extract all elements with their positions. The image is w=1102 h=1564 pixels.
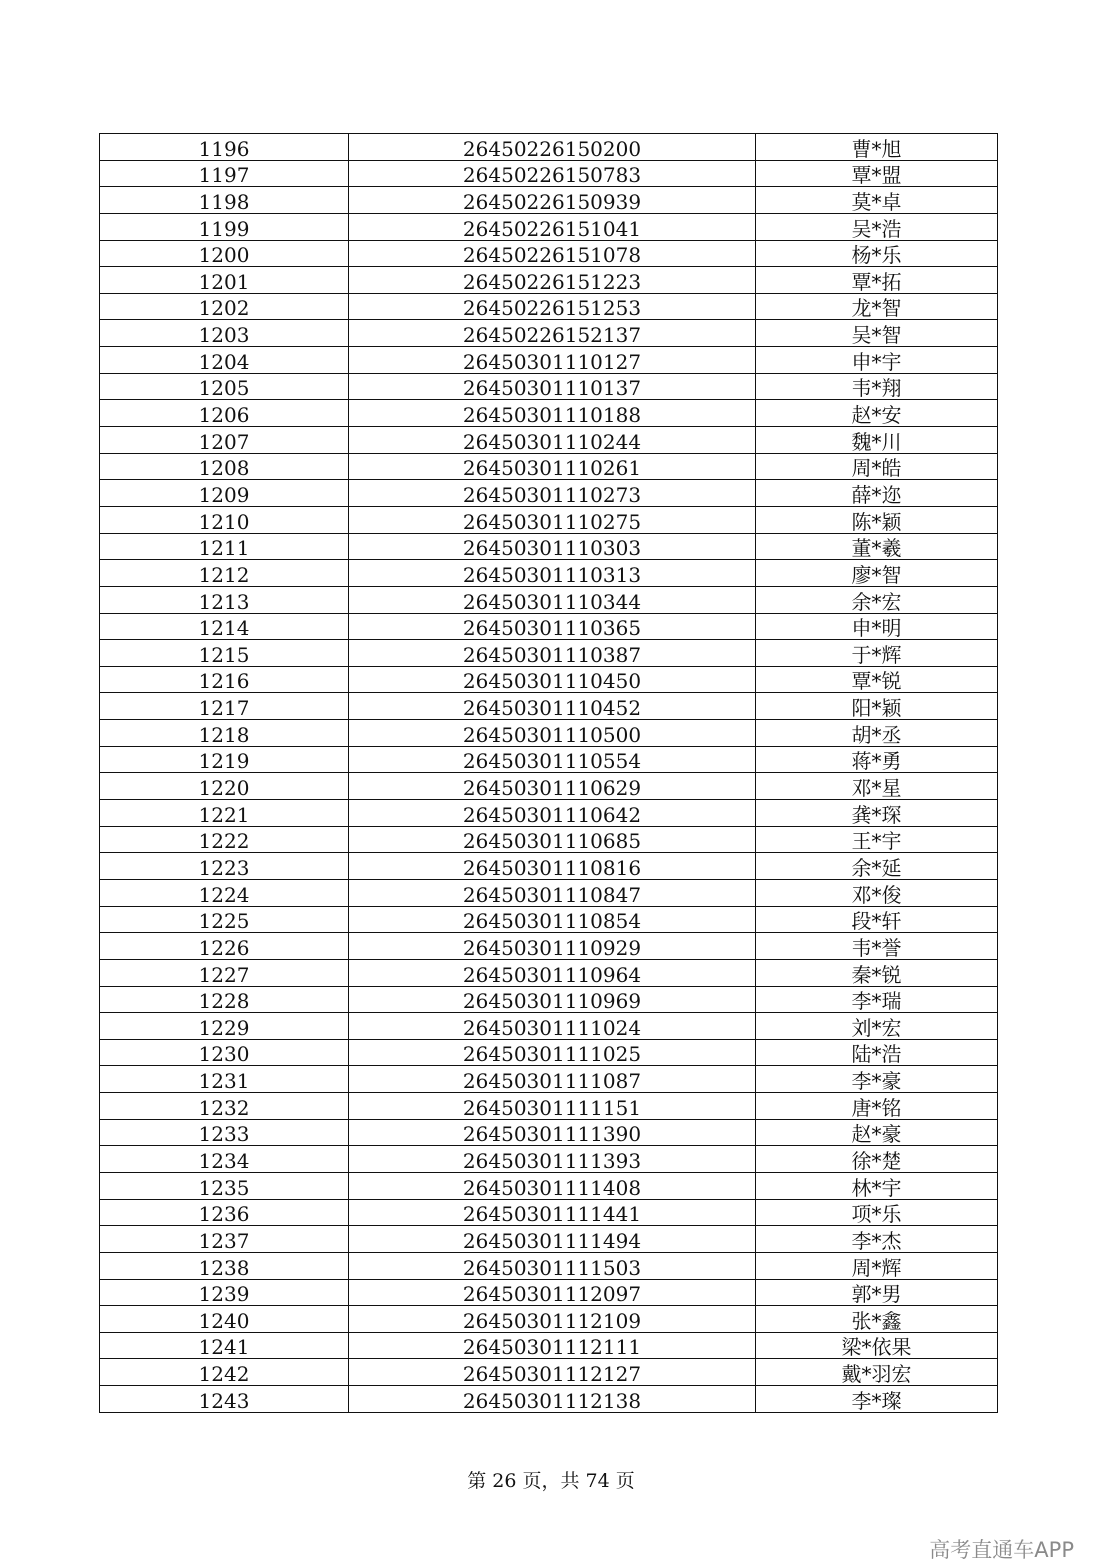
row-number-cell: 1241 [100, 1332, 349, 1359]
candidate-id-cell: 26450301110450 [349, 666, 756, 693]
row-number-cell: 1233 [100, 1119, 349, 1146]
candidate-name-cell: 徐*楚 [756, 1146, 998, 1173]
table-row [100, 1199, 998, 1226]
table-row [100, 453, 998, 480]
table-row [100, 480, 998, 507]
table-row [100, 1226, 998, 1253]
row-number-cell: 1231 [100, 1066, 349, 1093]
candidate-name-cell: 胡*丞 [756, 720, 998, 747]
table-row [100, 1359, 998, 1386]
table-row [100, 933, 998, 960]
candidate-name-cell: 李*豪 [756, 1066, 998, 1093]
row-number-cell: 1217 [100, 693, 349, 720]
row-number-cell: 1203 [100, 320, 349, 347]
app-watermark: 高考直通车APP [929, 1538, 1074, 1562]
table-row [100, 533, 998, 560]
candidate-name-cell: 曹*旭 [756, 134, 998, 161]
table-row [100, 427, 998, 454]
candidate-id-cell: 26450301111025 [349, 1039, 756, 1066]
row-number-cell: 1207 [100, 427, 349, 454]
candidate-id-cell: 26450301111151 [349, 1093, 756, 1120]
row-number-cell: 1220 [100, 773, 349, 800]
candidate-name-cell: 周*辉 [756, 1252, 998, 1279]
candidate-name-cell: 陆*浩 [756, 1039, 998, 1066]
table-row [100, 160, 998, 187]
candidate-id-cell: 26450226150939 [349, 187, 756, 214]
row-number-cell: 1230 [100, 1039, 349, 1066]
candidate-id-cell: 26450301111494 [349, 1226, 756, 1253]
table-row [100, 1279, 998, 1306]
candidate-name-cell: 邓*星 [756, 773, 998, 800]
row-number-cell: 1240 [100, 1306, 349, 1333]
total-page-count: 74 [585, 1470, 610, 1492]
row-number-cell: 1209 [100, 480, 349, 507]
candidate-name-cell: 项*乐 [756, 1199, 998, 1226]
table-row [100, 1306, 998, 1333]
table-row [100, 1119, 998, 1146]
row-number-cell: 1215 [100, 640, 349, 667]
candidate-id-cell: 26450301110816 [349, 853, 756, 880]
table-row [100, 693, 998, 720]
row-number-cell: 1235 [100, 1172, 349, 1199]
row-number-cell: 1211 [100, 533, 349, 560]
candidate-name-cell: 覃*锐 [756, 666, 998, 693]
table-row [100, 1146, 998, 1173]
candidate-name-cell: 梁*依果 [756, 1332, 998, 1359]
candidate-name-cell: 阳*颖 [756, 693, 998, 720]
table-row [100, 1093, 998, 1120]
current-page-number: 26 [492, 1470, 517, 1492]
candidate-name-cell: 赵*安 [756, 400, 998, 427]
candidate-name-cell: 秦*锐 [756, 959, 998, 986]
candidate-name-cell: 陈*颖 [756, 506, 998, 533]
admission-list-table [99, 133, 997, 1413]
candidate-name-cell: 莫*卓 [756, 187, 998, 214]
table-row [100, 906, 998, 933]
table-row [100, 373, 998, 400]
candidate-id-cell: 26450301110964 [349, 959, 756, 986]
row-number-cell: 1234 [100, 1146, 349, 1173]
table-row [100, 134, 998, 161]
candidate-id-cell: 26450226151041 [349, 213, 756, 240]
candidate-name-cell: 薛*迩 [756, 480, 998, 507]
candidate-id-cell: 26450301110452 [349, 693, 756, 720]
table-row [100, 1172, 998, 1199]
candidate-id-cell: 26450301110854 [349, 906, 756, 933]
row-number-cell: 1196 [100, 134, 349, 161]
candidate-name-cell: 韦*誉 [756, 933, 998, 960]
candidate-id-cell: 26450301111441 [349, 1199, 756, 1226]
candidate-id-cell: 26450301111087 [349, 1066, 756, 1093]
candidate-name-cell: 王*宇 [756, 826, 998, 853]
candidate-id-cell: 26450301112109 [349, 1306, 756, 1333]
footer-suffix: 页 [609, 1470, 635, 1492]
candidate-name-cell: 余*宏 [756, 586, 998, 613]
candidate-id-cell: 26450301111390 [349, 1119, 756, 1146]
row-number-cell: 1202 [100, 293, 349, 320]
table-row [100, 959, 998, 986]
table-row [100, 640, 998, 667]
row-number-cell: 1216 [100, 666, 349, 693]
row-number-cell: 1218 [100, 720, 349, 747]
candidate-name-cell: 申*宇 [756, 347, 998, 374]
candidate-name-cell: 于*辉 [756, 640, 998, 667]
row-number-cell: 1224 [100, 879, 349, 906]
candidate-id-cell: 26450226150783 [349, 160, 756, 187]
candidate-id-cell: 26450301110137 [349, 373, 756, 400]
row-number-cell: 1197 [100, 160, 349, 187]
row-number-cell: 1210 [100, 506, 349, 533]
candidate-id-cell: 26450301112127 [349, 1359, 756, 1386]
table-row [100, 506, 998, 533]
candidate-id-cell: 26450226152137 [349, 320, 756, 347]
table-body [100, 134, 998, 1413]
table-row [100, 1386, 998, 1413]
table-row [100, 1252, 998, 1279]
row-number-cell: 1242 [100, 1359, 349, 1386]
row-number-cell: 1228 [100, 986, 349, 1013]
candidate-name-cell: 龚*琛 [756, 800, 998, 827]
row-number-cell: 1214 [100, 613, 349, 640]
table-row [100, 1013, 998, 1040]
table-row [100, 666, 998, 693]
table-row [100, 187, 998, 214]
row-number-cell: 1226 [100, 933, 349, 960]
candidate-id-cell: 26450301111024 [349, 1013, 756, 1040]
candidate-id-cell: 26450301112097 [349, 1279, 756, 1306]
row-number-cell: 1221 [100, 800, 349, 827]
candidate-name-cell: 唐*铭 [756, 1093, 998, 1120]
row-number-cell: 1213 [100, 586, 349, 613]
candidate-id-cell: 26450301110969 [349, 986, 756, 1013]
table-row [100, 800, 998, 827]
candidate-name-cell: 邓*俊 [756, 879, 998, 906]
table-row [100, 586, 998, 613]
row-number-cell: 1204 [100, 347, 349, 374]
row-number-cell: 1206 [100, 400, 349, 427]
candidate-id-cell: 26450301110500 [349, 720, 756, 747]
row-number-cell: 1227 [100, 959, 349, 986]
candidate-id-cell: 26450301110313 [349, 560, 756, 587]
candidate-id-cell: 26450301110275 [349, 506, 756, 533]
candidate-id-cell: 26450301110847 [349, 879, 756, 906]
table-row [100, 213, 998, 240]
table-row [100, 1039, 998, 1066]
table-row [100, 1066, 998, 1093]
candidate-id-cell: 26450301110344 [349, 586, 756, 613]
candidate-name-cell: 李*瑞 [756, 986, 998, 1013]
candidate-name-cell: 张*鑫 [756, 1306, 998, 1333]
candidate-id-cell: 26450301110685 [349, 826, 756, 853]
table-row [100, 879, 998, 906]
row-number-cell: 1223 [100, 853, 349, 880]
table-row [100, 773, 998, 800]
candidate-name-cell: 魏*川 [756, 427, 998, 454]
table-row [100, 1332, 998, 1359]
candidate-name-cell: 郭*男 [756, 1279, 998, 1306]
candidate-id-cell: 26450226151253 [349, 293, 756, 320]
candidate-name-cell: 申*明 [756, 613, 998, 640]
row-number-cell: 1219 [100, 746, 349, 773]
candidate-id-cell: 26450301110303 [349, 533, 756, 560]
table-row [100, 293, 998, 320]
candidate-id-cell: 26450301110642 [349, 800, 756, 827]
row-number-cell: 1208 [100, 453, 349, 480]
candidate-id-cell: 26450301110188 [349, 400, 756, 427]
candidate-id-cell: 26450301110365 [349, 613, 756, 640]
candidate-name-cell: 廖*智 [756, 560, 998, 587]
table-row [100, 240, 998, 267]
row-number-cell: 1238 [100, 1252, 349, 1279]
candidate-name-cell: 李*杰 [756, 1226, 998, 1253]
table-row [100, 560, 998, 587]
candidate-id-cell: 26450301112138 [349, 1386, 756, 1413]
row-number-cell: 1239 [100, 1279, 349, 1306]
candidate-name-cell: 段*轩 [756, 906, 998, 933]
table-row [100, 746, 998, 773]
table-row [100, 853, 998, 880]
table-row [100, 720, 998, 747]
table-row [100, 320, 998, 347]
candidate-name-cell: 董*羲 [756, 533, 998, 560]
table-row [100, 613, 998, 640]
candidate-name-cell: 林*宇 [756, 1172, 998, 1199]
table-row [100, 347, 998, 374]
row-number-cell: 1222 [100, 826, 349, 853]
candidate-id-cell: 26450301110244 [349, 427, 756, 454]
candidate-id-cell: 26450301110261 [349, 453, 756, 480]
candidate-id-cell: 26450301110929 [349, 933, 756, 960]
candidate-name-cell: 韦*翔 [756, 373, 998, 400]
row-number-cell: 1199 [100, 213, 349, 240]
candidate-id-cell: 26450301110127 [349, 347, 756, 374]
candidate-id-cell: 26450301111503 [349, 1252, 756, 1279]
candidate-id-cell: 26450301110387 [349, 640, 756, 667]
row-number-cell: 1229 [100, 1013, 349, 1040]
row-number-cell: 1212 [100, 560, 349, 587]
candidate-id-cell: 26450301111408 [349, 1172, 756, 1199]
candidate-name-cell: 余*延 [756, 853, 998, 880]
candidate-name-cell: 周*皓 [756, 453, 998, 480]
candidate-name-cell: 蒋*勇 [756, 746, 998, 773]
data-table [99, 133, 998, 1413]
candidate-id-cell: 26450301112111 [349, 1332, 756, 1359]
candidate-id-cell: 26450226150200 [349, 134, 756, 161]
candidate-id-cell: 26450226151223 [349, 267, 756, 294]
candidate-name-cell: 龙*智 [756, 293, 998, 320]
candidate-id-cell: 26450301110629 [349, 773, 756, 800]
row-number-cell: 1200 [100, 240, 349, 267]
candidate-name-cell: 吴*浩 [756, 213, 998, 240]
candidate-id-cell: 26450301110554 [349, 746, 756, 773]
row-number-cell: 1236 [100, 1199, 349, 1226]
row-number-cell: 1243 [100, 1386, 349, 1413]
candidate-name-cell: 杨*乐 [756, 240, 998, 267]
candidate-id-cell: 26450301110273 [349, 480, 756, 507]
row-number-cell: 1232 [100, 1093, 349, 1120]
row-number-cell: 1237 [100, 1226, 349, 1253]
footer-middle: 页，共 [516, 1470, 586, 1492]
row-number-cell: 1201 [100, 267, 349, 294]
table-row [100, 400, 998, 427]
table-row [100, 986, 998, 1013]
candidate-name-cell: 吴*智 [756, 320, 998, 347]
candidate-name-cell: 覃*盟 [756, 160, 998, 187]
footer-prefix: 第 [467, 1470, 493, 1492]
candidate-name-cell: 刘*宏 [756, 1013, 998, 1040]
candidate-id-cell: 26450301111393 [349, 1146, 756, 1173]
row-number-cell: 1205 [100, 373, 349, 400]
candidate-name-cell: 赵*豪 [756, 1119, 998, 1146]
page-footer [0, 1466, 1102, 1493]
candidate-id-cell: 26450226151078 [349, 240, 756, 267]
candidate-name-cell: 李*璨 [756, 1386, 998, 1413]
table-row [100, 267, 998, 294]
candidate-name-cell: 覃*拓 [756, 267, 998, 294]
table-row [100, 826, 998, 853]
row-number-cell: 1198 [100, 187, 349, 214]
candidate-name-cell: 戴*羽宏 [756, 1359, 998, 1386]
row-number-cell: 1225 [100, 906, 349, 933]
